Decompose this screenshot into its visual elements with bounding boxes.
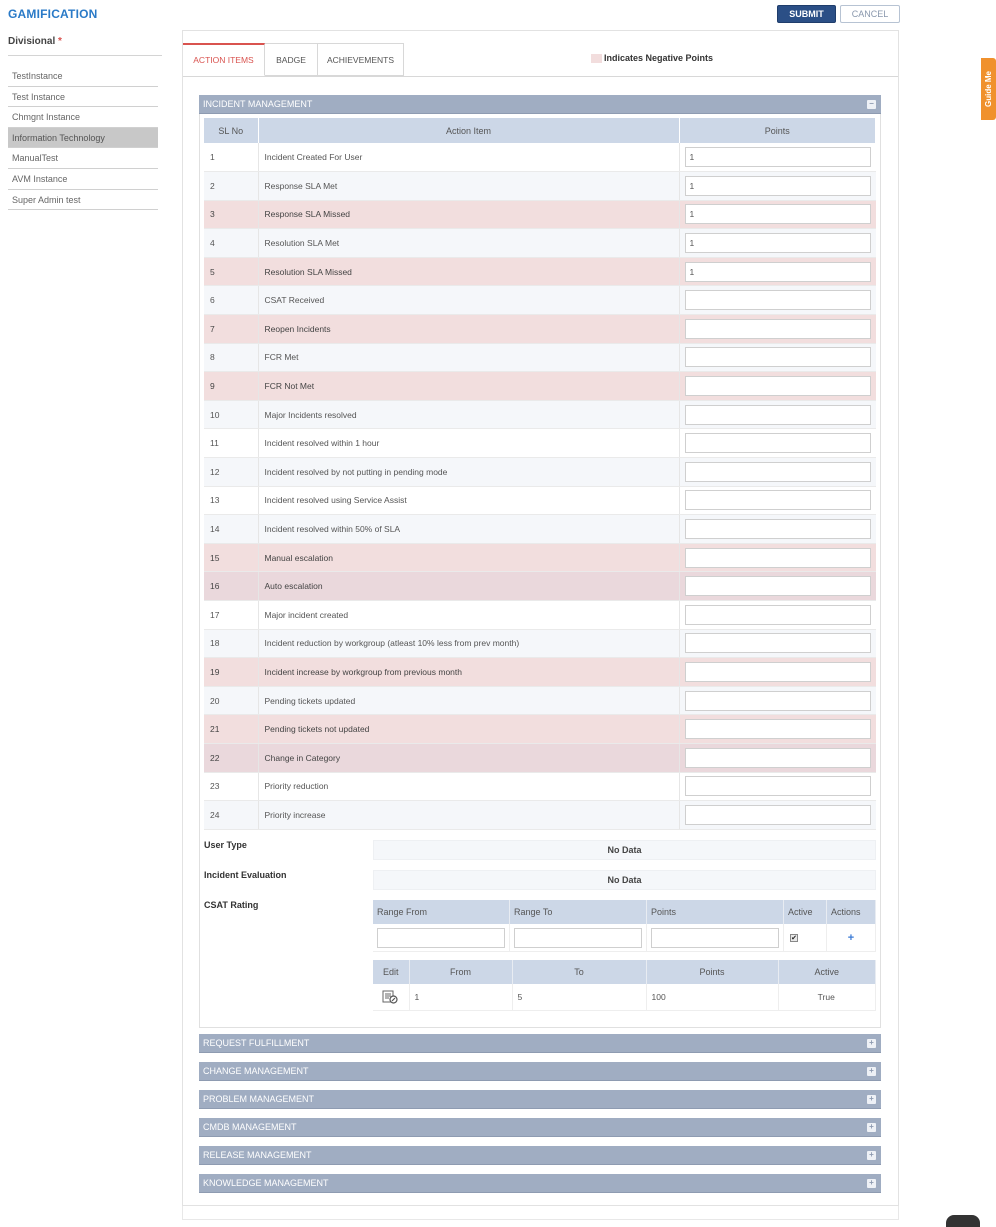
points-input[interactable]	[685, 719, 871, 739]
hist-to: 5	[512, 984, 646, 1010]
row-action-item: Resolution SLA Met	[258, 229, 679, 258]
action-items-panel	[183, 76, 898, 1206]
row-points-cell	[679, 372, 876, 401]
table-row	[204, 572, 876, 601]
row-points-cell	[679, 772, 876, 801]
table-row	[204, 429, 876, 458]
user-type-row	[204, 840, 876, 860]
row-points-cell	[679, 629, 876, 658]
tab-badge[interactable]: BADGE	[265, 43, 318, 76]
row-points-cell	[679, 686, 876, 715]
points-input[interactable]	[685, 233, 871, 253]
table-row	[204, 801, 876, 830]
table-row	[204, 372, 876, 401]
table-row	[204, 286, 876, 315]
row-points-cell	[679, 400, 876, 429]
row-points-cell	[679, 801, 876, 830]
col-range-to: Range To	[510, 900, 647, 924]
points-input[interactable]	[685, 748, 871, 768]
incident-evaluation-value: No Data	[373, 870, 876, 890]
csat-points-input[interactable]	[651, 928, 779, 948]
points-input[interactable]	[685, 605, 871, 625]
table-row	[204, 743, 876, 772]
row-action-item: Incident resolved by not putting in pending mode	[258, 458, 679, 487]
instance-list	[8, 66, 158, 210]
section-release-management	[199, 1146, 881, 1165]
sidebar-item-super-admin-test[interactable]: Super Admin test	[8, 190, 158, 211]
points-input[interactable]	[685, 548, 871, 568]
row-points-cell	[679, 486, 876, 515]
table-row	[204, 172, 876, 201]
points-input[interactable]	[685, 433, 871, 453]
row-points-cell	[679, 601, 876, 630]
section-knowledge-management	[199, 1174, 881, 1193]
points-input[interactable]	[685, 290, 871, 310]
row-points-cell	[679, 343, 876, 372]
section-title: RELEASE MANAGEMENT	[203, 1150, 312, 1160]
table-row	[204, 686, 876, 715]
section-header-knowledge-management[interactable]	[199, 1174, 881, 1193]
table-row	[204, 601, 876, 630]
negative-points-legend	[591, 53, 713, 63]
col-active: Active	[784, 900, 827, 924]
negative-color-swatch	[591, 54, 602, 63]
csat-rating-row	[204, 900, 876, 1011]
sidebar-item-information-technology[interactable]: Information Technology	[8, 128, 158, 149]
row-sl-no: 22	[204, 743, 258, 772]
row-action-item: Pending tickets not updated	[258, 715, 679, 744]
points-input[interactable]	[685, 262, 871, 282]
table-row	[204, 515, 876, 544]
col-action-item: Action Item	[258, 118, 679, 143]
expand-icon[interactable]: +	[867, 1067, 876, 1076]
points-input[interactable]	[685, 462, 871, 482]
sidebar	[8, 34, 162, 210]
incident-evaluation-label: Incident Evaluation	[204, 869, 287, 880]
row-action-item: Incident increase by workgroup from previous month	[258, 658, 679, 687]
row-action-item: Major Incidents resolved	[258, 400, 679, 429]
row-points-cell	[679, 315, 876, 344]
row-action-item: Incident reduction by workgroup (atleast 10% less from prev month)	[258, 629, 679, 658]
section-change-management	[199, 1062, 881, 1081]
section-title: PROBLEM MANAGEMENT	[203, 1094, 315, 1104]
table-row	[204, 543, 876, 572]
row-action-item: Priority increase	[258, 801, 679, 830]
col-points: Points	[679, 118, 876, 143]
points-input[interactable]	[685, 805, 871, 825]
points-input[interactable]	[685, 691, 871, 711]
points-input[interactable]	[685, 204, 871, 224]
divisional-label-text: Divisional	[8, 36, 56, 47]
row-action-item: FCR Met	[258, 343, 679, 372]
row-action-item: Major incident created	[258, 601, 679, 630]
hist-from: 1	[409, 984, 512, 1010]
row-action-item: Response SLA Met	[258, 172, 679, 201]
guide-me-button[interactable]: Guide Me	[981, 58, 996, 120]
points-input[interactable]	[685, 576, 871, 596]
section-title: INCIDENT MANAGEMENT	[203, 99, 313, 109]
points-input[interactable]	[685, 776, 871, 796]
row-action-item: FCR Not Met	[258, 372, 679, 401]
section-header-release-management[interactable]	[199, 1146, 881, 1165]
csat-input-table	[373, 900, 876, 953]
collapse-icon[interactable]: −	[867, 100, 876, 109]
table-row	[204, 200, 876, 229]
row-sl-no: 16	[204, 572, 258, 601]
divisional-label	[8, 34, 162, 56]
section-title: CHANGE MANAGEMENT	[203, 1066, 309, 1076]
row-action-item: Reopen Incidents	[258, 315, 679, 344]
points-input[interactable]	[685, 633, 871, 653]
points-input[interactable]	[685, 319, 871, 339]
points-input[interactable]	[685, 519, 871, 539]
row-action-item: Pending tickets updated	[258, 686, 679, 715]
user-type-label: User Type	[204, 839, 247, 850]
legend-label: Indicates Negative Points	[604, 53, 714, 63]
row-sl-no: 14	[204, 515, 258, 544]
tab-bar	[183, 43, 404, 76]
col-hist-points: Points	[646, 960, 778, 984]
submit-button[interactable]: SUBMIT	[777, 5, 836, 23]
user-type-value: No Data	[373, 840, 876, 860]
active-checkbox[interactable]: ✔	[791, 934, 797, 942]
row-points-cell	[679, 658, 876, 687]
points-input[interactable]	[685, 176, 871, 196]
section-header-change-management[interactable]	[199, 1062, 881, 1081]
row-sl-no: 9	[204, 372, 258, 401]
action-items-table	[204, 118, 876, 830]
csat-rating-label: CSAT Rating	[204, 899, 259, 910]
range-from-input[interactable]	[377, 928, 505, 948]
row-action-item: Incident resolved within 1 hour	[258, 429, 679, 458]
sidebar-item-test-instance[interactable]: Test Instance	[8, 87, 158, 108]
section-header-problem-management[interactable]	[199, 1090, 881, 1109]
csat-config	[373, 900, 876, 1011]
row-points-cell	[679, 543, 876, 572]
table-row	[204, 143, 876, 172]
table-row	[204, 658, 876, 687]
row-sl-no: 12	[204, 458, 258, 487]
col-from: From	[409, 960, 512, 984]
row-sl-no: 11	[204, 429, 258, 458]
table-row	[204, 715, 876, 744]
row-sl-no: 17	[204, 601, 258, 630]
section-header-incident-management[interactable]	[199, 95, 881, 114]
chat-widget-icon[interactable]	[946, 1215, 980, 1227]
hist-active: True	[778, 984, 876, 1010]
section-header-cmdb-management[interactable]	[199, 1118, 881, 1137]
section-body	[199, 114, 881, 1028]
row-sl-no: 2	[204, 172, 258, 201]
section-request-fulfillment	[199, 1034, 881, 1053]
add-icon[interactable]: +	[847, 931, 855, 944]
points-input[interactable]	[685, 490, 871, 510]
row-action-item: Incident resolved using Service Assist	[258, 486, 679, 515]
card-footer	[182, 1206, 899, 1220]
top-actions	[777, 5, 900, 23]
row-points-cell	[679, 200, 876, 229]
row-points-cell	[679, 229, 876, 258]
row-points-cell	[679, 286, 876, 315]
row-sl-no: 6	[204, 286, 258, 315]
col-to: To	[512, 960, 646, 984]
expand-icon[interactable]: +	[867, 1123, 876, 1132]
row-points-cell	[679, 743, 876, 772]
tab-action-items[interactable]: ACTION ITEMS	[183, 43, 265, 76]
row-sl-no: 8	[204, 343, 258, 372]
row-action-item: Auto escalation	[258, 572, 679, 601]
col-actions: Actions	[827, 900, 876, 924]
csat-history-table	[373, 960, 876, 1011]
hist-points: 100	[646, 984, 778, 1010]
row-points-cell	[679, 143, 876, 172]
row-action-item: Priority reduction	[258, 772, 679, 801]
table-row	[204, 772, 876, 801]
table-row	[204, 486, 876, 515]
action-items-body	[204, 143, 876, 829]
row-points-cell	[679, 515, 876, 544]
points-input[interactable]	[685, 147, 871, 167]
points-input[interactable]	[685, 662, 871, 682]
expand-icon[interactable]: +	[867, 1151, 876, 1160]
sidebar-item-manualtest[interactable]: ManualTest	[8, 148, 158, 169]
csat-history-row	[373, 984, 876, 1010]
section-title: KNOWLEDGE MANAGEMENT	[203, 1178, 329, 1188]
row-sl-no: 21	[204, 715, 258, 744]
tab-achievements[interactable]: ACHIEVEMENTS	[318, 43, 404, 76]
row-action-item: Change in Category	[258, 743, 679, 772]
section-title: REQUEST FULFILLMENT	[203, 1038, 310, 1048]
row-points-cell	[679, 572, 876, 601]
points-input[interactable]	[685, 376, 871, 396]
row-sl-no: 4	[204, 229, 258, 258]
table-row	[204, 315, 876, 344]
row-sl-no: 23	[204, 772, 258, 801]
row-points-cell	[679, 458, 876, 487]
table-row	[204, 257, 876, 286]
main-card	[182, 30, 899, 1206]
sidebar-item-avm-instance[interactable]: AVM Instance	[8, 169, 158, 190]
expand-icon[interactable]: +	[867, 1095, 876, 1104]
row-points-cell	[679, 429, 876, 458]
table-row	[204, 400, 876, 429]
row-sl-no: 20	[204, 686, 258, 715]
row-sl-no: 10	[204, 400, 258, 429]
row-action-item: Response SLA Missed	[258, 200, 679, 229]
section-title: CMDB MANAGEMENT	[203, 1122, 297, 1132]
csat-input-row	[373, 924, 876, 952]
table-row	[204, 458, 876, 487]
row-action-item: Incident resolved within 50% of SLA	[258, 515, 679, 544]
expand-icon[interactable]: +	[867, 1179, 876, 1188]
table-row	[204, 229, 876, 258]
expand-icon[interactable]: +	[867, 1039, 876, 1048]
row-action-item: CSAT Received	[258, 286, 679, 315]
points-input[interactable]	[685, 347, 871, 367]
edit-icon[interactable]	[382, 990, 398, 1004]
row-points-cell	[679, 172, 876, 201]
points-input[interactable]	[685, 405, 871, 425]
row-sl-no: 19	[204, 658, 258, 687]
row-sl-no: 13	[204, 486, 258, 515]
sidebar-item-testinstance[interactable]: TestInstance	[8, 66, 158, 87]
sidebar-item-chmgnt-instance[interactable]: Chmgnt Instance	[8, 107, 158, 128]
page-title: GAMIFICATION	[8, 7, 98, 21]
section-incident-management	[199, 95, 881, 1028]
col-edit: Edit	[373, 960, 409, 984]
incident-evaluation-row	[204, 870, 876, 890]
col-hist-active: Active	[778, 960, 876, 984]
range-to-input[interactable]	[514, 928, 642, 948]
section-header-request-fulfillment[interactable]	[199, 1034, 881, 1053]
col-sl-no: SL No	[204, 118, 258, 143]
row-sl-no: 1	[204, 143, 258, 172]
row-sl-no: 18	[204, 629, 258, 658]
cancel-button[interactable]: CANCEL	[840, 5, 900, 23]
row-action-item: Incident Created For User	[258, 143, 679, 172]
row-sl-no: 24	[204, 801, 258, 830]
table-row	[204, 343, 876, 372]
row-action-item: Resolution SLA Missed	[258, 257, 679, 286]
col-csat-points: Points	[647, 900, 784, 924]
extra-settings	[204, 840, 876, 1011]
row-sl-no: 3	[204, 200, 258, 229]
row-points-cell	[679, 257, 876, 286]
row-points-cell	[679, 715, 876, 744]
required-mark: *	[58, 36, 62, 47]
table-row	[204, 629, 876, 658]
row-sl-no: 7	[204, 315, 258, 344]
row-sl-no: 5	[204, 257, 258, 286]
section-problem-management	[199, 1090, 881, 1109]
row-action-item: Manual escalation	[258, 543, 679, 572]
col-range-from: Range From	[373, 900, 510, 924]
section-cmdb-management	[199, 1118, 881, 1137]
row-sl-no: 15	[204, 543, 258, 572]
